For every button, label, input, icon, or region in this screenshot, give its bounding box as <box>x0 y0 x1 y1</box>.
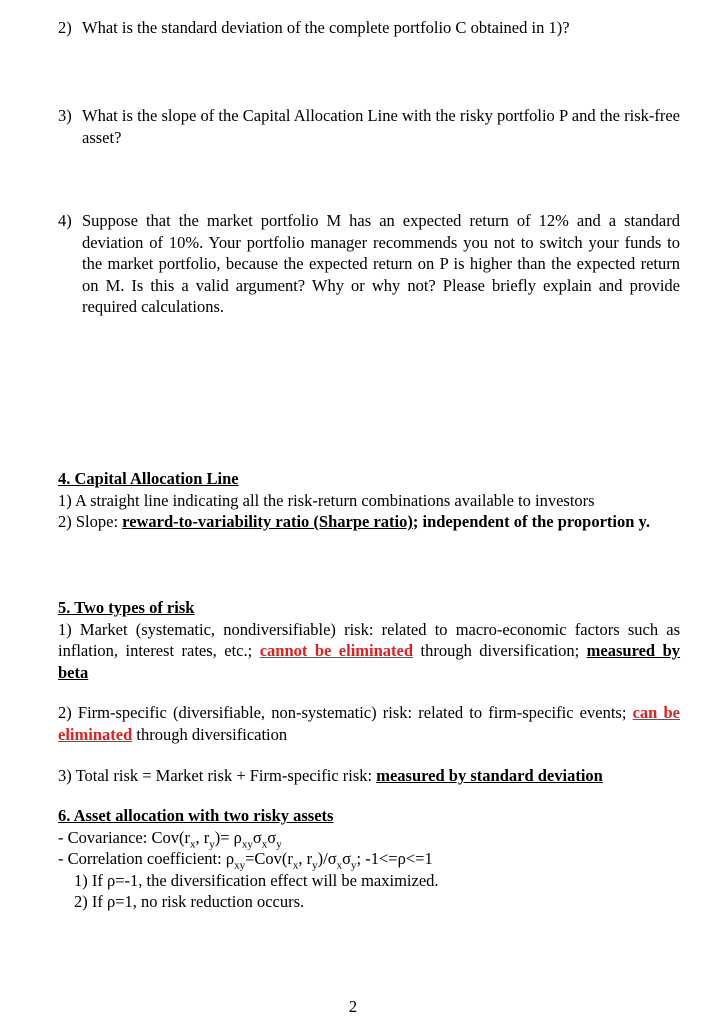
section-item <box>58 765 680 787</box>
section-item <box>58 702 680 745</box>
item-text: 2) Slope: <box>58 512 123 531</box>
correlation-line: - Correlation coefficient: $\rho_{xy}=Cov(r_x$, $r_y)/\sigma_x\sigma_y$; -1<=ρ<=1 <box>58 849 433 872</box>
section-capital-allocation-line <box>58 468 680 533</box>
question-text: What is the slope of the Capital Allocation Line with the risky portfolio P and the risk-free asset? <box>82 106 680 147</box>
question-number: 3) <box>58 106 72 125</box>
emphasis-text: measured by beta <box>58 641 681 682</box>
highlight-text: can be eliminated <box>58 703 681 744</box>
item-text: through diversification; <box>413 641 587 660</box>
section-two-types-of-risk <box>58 597 680 787</box>
correlation-point: 1) If ρ=-1, the diversification effect will be maximized. <box>74 870 439 890</box>
section-item <box>58 619 680 684</box>
question-number: 2) <box>58 18 72 37</box>
section-item: 1) A straight line indicating all the risk-return combinations available to investors <box>58 490 595 510</box>
section-heading: 6. Asset allocation with two risky assets <box>58 806 334 825</box>
sharpe-ratio-term: reward-to-variability ratio (Sharpe ratio) <box>122 512 413 531</box>
section-asset-allocation <box>58 805 680 913</box>
covariance-line: - Covariance: $Cov(r_x$, $r_y)= \rho_{xy}\sigma_x\sigma_y$ <box>58 827 282 850</box>
item-text: 2) Firm-specific (diversifiable, non-systematic) risk: related to firm-specific events; <box>58 703 633 722</box>
highlight-text: cannot be eliminated <box>259 641 414 660</box>
question-2 <box>58 17 680 39</box>
section-heading: 4. Capital Allocation Line <box>58 469 239 488</box>
question-text: What is the standard deviation of the complete portfolio C obtained in 1)? <box>82 18 570 37</box>
section-item <box>58 511 680 533</box>
item-text: 1) Market (systematic, nondiversifiable) risk: related to macro-economic factors such as inflation, interest rates, etc.; <box>58 619 680 660</box>
item-text: 3) Total risk = Market risk + Firm-specific risk: <box>58 766 377 785</box>
question-text: Suppose that the market portfolio M has an expected return of 12% and a standard deviation of 10%. Your portfolio manager recommends you not to switch your funds to the market portfolio, because the expected return on P is higher than the expected return on M. Is this a valid argument? Why or why not? Please briefly explain and provide required calculations. <box>82 211 680 316</box>
item-text-bold: ; independent of the proportion y. <box>412 512 650 531</box>
section-heading: 5. Two types of risk <box>58 598 195 617</box>
question-3 <box>58 105 680 148</box>
emphasis-text: measured by standard deviation <box>376 766 603 785</box>
question-number: 4) <box>58 211 72 230</box>
page-number: 2 <box>348 997 358 1016</box>
item-text: through diversification <box>132 724 288 744</box>
question-4 <box>58 210 680 318</box>
correlation-point: 2) If ρ=1, no risk reduction occurs. <box>74 892 305 911</box>
